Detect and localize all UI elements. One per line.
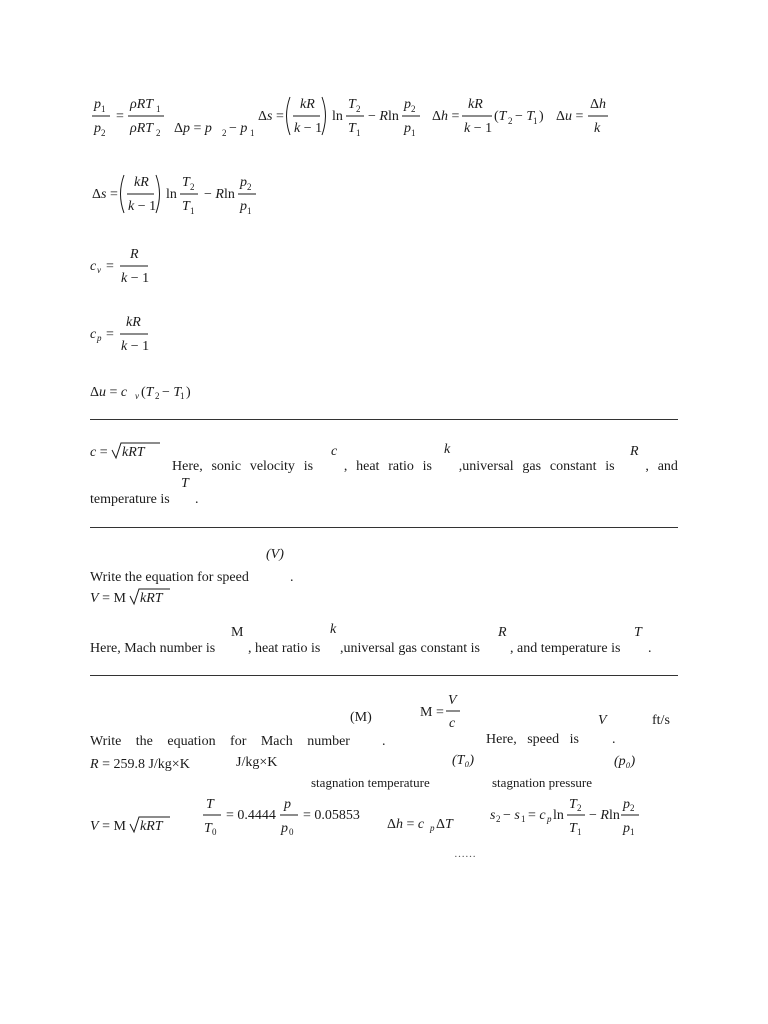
symbol-T: T xyxy=(181,476,189,491)
svg-text:R: R xyxy=(130,247,139,262)
symbol-p0: (p₀) xyxy=(614,754,636,769)
svg-text:k − 1: k − 1 xyxy=(121,339,150,354)
eq-cv xyxy=(88,242,168,288)
svg-text:kR: kR xyxy=(300,97,315,112)
svg-text:1: 1 xyxy=(411,128,416,138)
svg-text:kRT: kRT xyxy=(140,591,163,606)
eq-mach-definition xyxy=(418,692,468,736)
svg-text:p: p xyxy=(94,97,101,112)
sentence-end: . xyxy=(648,641,652,656)
svg-text:2: 2 xyxy=(496,814,501,824)
eq-gas-constant xyxy=(88,752,218,774)
svg-text:2: 2 xyxy=(222,128,227,138)
eq-entropy xyxy=(88,170,288,220)
svg-text:p: p xyxy=(404,121,411,136)
symbol-M-paren: (M) xyxy=(350,710,372,725)
eq-enthalpy xyxy=(432,97,544,136)
unit-j-per-kg-k: J/kg×K xyxy=(236,755,278,770)
eq-internal-energy-ratio xyxy=(556,97,608,136)
svg-text:= 0.05853: = 0.05853 xyxy=(303,808,360,823)
svg-text:(T: (T xyxy=(494,109,507,124)
svg-text:kR: kR xyxy=(134,175,149,190)
svg-text:p: p xyxy=(94,121,101,136)
svg-text:k − 1: k − 1 xyxy=(294,121,323,136)
svg-text:1: 1 xyxy=(630,827,635,837)
section-divider xyxy=(90,419,678,420)
continuation-ellipsis: …… xyxy=(454,848,476,860)
svg-text:2: 2 xyxy=(508,116,513,126)
word: constant xyxy=(549,459,597,474)
symbol-T: T xyxy=(634,625,642,640)
svg-text:2: 2 xyxy=(247,182,252,192)
word: and xyxy=(657,459,678,474)
speed-prompt: Write the equation for speed xyxy=(90,570,249,585)
svg-text:p: p xyxy=(547,814,552,824)
svg-text:1: 1 xyxy=(356,128,361,138)
svg-text:p: p xyxy=(281,821,288,836)
svg-text:p: p xyxy=(240,199,247,214)
eq-enthalpy-change xyxy=(385,812,455,834)
svg-text:c: c xyxy=(90,327,97,342)
svg-text:c: c xyxy=(90,259,97,274)
sonic-explanation-line-1 xyxy=(172,459,678,475)
svg-text:2: 2 xyxy=(101,128,106,138)
word: ratio xyxy=(388,459,414,474)
symbol-T0: (T₀) xyxy=(452,753,474,768)
word: is xyxy=(303,459,314,474)
svg-text:=: = xyxy=(106,327,114,342)
svg-text:1: 1 xyxy=(577,827,582,837)
svg-text:1: 1 xyxy=(247,206,252,216)
speed-explanation-2: , heat ratio is xyxy=(248,641,321,656)
speed-note: Here, speed is xyxy=(486,732,579,747)
section-divider xyxy=(90,527,678,528)
unit-ft-per-s: ft/s xyxy=(652,713,670,728)
svg-text:Δh: Δh xyxy=(590,97,607,112)
symbol-V-paren: (V) xyxy=(266,547,284,562)
eq-delta-p xyxy=(174,121,255,138)
svg-text:p: p xyxy=(284,797,291,812)
svg-text:2: 2 xyxy=(190,182,195,192)
word: velocity xyxy=(249,459,295,474)
svg-text:− Rln: − Rln xyxy=(368,109,399,124)
svg-text:− T: − T xyxy=(515,109,535,124)
eq-stagnation-ratios xyxy=(200,792,370,842)
svg-text:1: 1 xyxy=(190,206,195,216)
svg-text:Δs =: Δs = xyxy=(258,109,284,124)
svg-text:Δs =: Δs = xyxy=(92,187,118,202)
equation-row-1 xyxy=(88,92,648,142)
svg-text:0: 0 xyxy=(289,827,294,837)
svg-text:2: 2 xyxy=(630,803,635,813)
svg-text:(T: (T xyxy=(141,385,154,400)
word: ,universal xyxy=(458,459,514,474)
svg-text:s: s xyxy=(490,808,496,823)
svg-text:1: 1 xyxy=(180,391,185,401)
word: Here, xyxy=(172,459,203,474)
svg-text:M =: M = xyxy=(420,705,444,720)
svg-text:ln: ln xyxy=(553,808,564,823)
eq-entropy-change xyxy=(488,792,648,842)
svg-text:2: 2 xyxy=(356,104,361,114)
symbol-k: k xyxy=(444,442,451,457)
symbol-R: R xyxy=(498,625,507,640)
svg-text:p: p xyxy=(623,797,630,812)
svg-text:1: 1 xyxy=(101,104,106,114)
svg-text:− p: − p xyxy=(229,121,248,136)
svg-text:k − 1: k − 1 xyxy=(464,121,493,136)
svg-text:): ) xyxy=(539,109,544,124)
svg-text:ΔT: ΔT xyxy=(436,817,453,832)
word: , xyxy=(343,459,348,474)
svg-text:c =: c = xyxy=(90,445,108,460)
svg-text:0: 0 xyxy=(212,827,217,837)
svg-text:v: v xyxy=(97,265,101,275)
svg-text:Δh =: Δh = xyxy=(432,109,460,124)
svg-text:k: k xyxy=(594,121,601,136)
svg-text:p: p xyxy=(430,823,435,833)
svg-text:ln: ln xyxy=(332,109,343,124)
svg-text:v: v xyxy=(135,391,139,401)
symbol-c: c xyxy=(331,444,338,459)
svg-text:− s: − s xyxy=(503,808,520,823)
symbol-R: R xyxy=(630,444,639,459)
svg-text:k − 1: k − 1 xyxy=(128,199,157,214)
svg-text:Δu =: Δu = xyxy=(556,109,584,124)
word: gas xyxy=(522,459,542,474)
svg-text:Δp = p: Δp = p xyxy=(174,121,212,136)
symbol-k: k xyxy=(330,622,337,637)
svg-text:=: = xyxy=(116,109,124,124)
svg-text:ln: ln xyxy=(166,187,177,202)
eq-pressure-ratio xyxy=(92,97,164,138)
mach-prompt xyxy=(90,734,350,750)
eq-speed-mach xyxy=(88,814,188,836)
svg-text:T: T xyxy=(569,797,577,812)
svg-text:− Rln: − Rln xyxy=(204,187,235,202)
svg-text:2: 2 xyxy=(577,803,582,813)
speed-explanation-4: , and temperature is xyxy=(510,641,621,656)
svg-text:): ) xyxy=(186,385,191,400)
svg-text:− Rln: − Rln xyxy=(589,808,620,823)
section-divider xyxy=(90,675,678,676)
symbol-M: M xyxy=(231,625,244,640)
svg-text:p: p xyxy=(404,97,411,112)
svg-text:Δu = c: Δu = c xyxy=(90,385,128,400)
svg-text:p: p xyxy=(97,333,102,343)
svg-text:kRT: kRT xyxy=(122,445,145,460)
svg-text:c: c xyxy=(449,716,456,731)
svg-text:2: 2 xyxy=(411,104,416,114)
speed-explanation-3: ,universal gas constant is xyxy=(340,641,480,656)
svg-text:V = M: V = M xyxy=(90,591,126,606)
svg-text:p: p xyxy=(623,821,630,836)
sentence-end: . xyxy=(195,492,199,507)
symbol-V: V xyxy=(598,713,607,728)
sentence-end: . xyxy=(382,734,386,749)
sentence-end: . xyxy=(290,570,294,585)
label-stagnation-temperature: stagnation temperature xyxy=(311,775,430,790)
svg-text:1: 1 xyxy=(521,814,526,824)
svg-text:p: p xyxy=(240,175,247,190)
svg-text:T: T xyxy=(348,97,356,112)
svg-text:kRT: kRT xyxy=(140,819,163,834)
eq-entropy-inline xyxy=(258,97,420,138)
svg-text:R = 259.8 J/kg×K: R = 259.8 J/kg×K xyxy=(90,757,190,772)
svg-text:2: 2 xyxy=(156,128,161,138)
eq-delta-u xyxy=(88,378,208,404)
svg-text:k − 1: k − 1 xyxy=(121,271,150,286)
svg-text:T: T xyxy=(206,797,214,812)
svg-text:ρRT: ρRT xyxy=(130,97,154,112)
svg-text:1: 1 xyxy=(250,128,255,138)
svg-text:kR: kR xyxy=(468,97,483,112)
word: is xyxy=(422,459,433,474)
svg-text:= c: = c xyxy=(528,808,546,823)
word: the xyxy=(135,734,153,749)
word: number xyxy=(307,734,350,749)
svg-text:− T: − T xyxy=(162,385,182,400)
sonic-explanation-line-2: temperature is xyxy=(90,492,170,507)
word: heat xyxy=(356,459,380,474)
word: , xyxy=(645,459,649,474)
svg-text:kR: kR xyxy=(126,315,141,330)
svg-text:1: 1 xyxy=(533,116,538,126)
svg-text:T: T xyxy=(182,175,190,190)
word: sonic xyxy=(211,459,242,474)
svg-text:T: T xyxy=(569,821,577,836)
word: Write xyxy=(90,734,122,749)
svg-text:ρRT: ρRT xyxy=(130,121,154,136)
svg-text:1: 1 xyxy=(156,104,161,114)
eq-sonic-velocity xyxy=(88,440,168,462)
word: for xyxy=(230,734,247,749)
svg-text:Δh = c: Δh = c xyxy=(387,817,425,832)
eq-cp xyxy=(88,310,168,356)
svg-text:V = M: V = M xyxy=(90,819,126,834)
svg-text:2: 2 xyxy=(155,391,160,401)
word: equation xyxy=(167,734,216,749)
label-stagnation-pressure: stagnation pressure xyxy=(492,775,593,790)
svg-text:T: T xyxy=(182,199,190,214)
svg-text:V: V xyxy=(448,693,457,708)
eq-speed xyxy=(88,586,188,608)
svg-text:T: T xyxy=(348,121,356,136)
svg-text:= 0.4444: = 0.4444 xyxy=(226,808,276,823)
sentence-end: . xyxy=(612,732,616,747)
speed-explanation-1: Here, Mach number is xyxy=(90,641,216,656)
svg-text:=: = xyxy=(106,259,114,274)
svg-text:T: T xyxy=(204,821,212,836)
word: is xyxy=(605,459,615,474)
word: Mach xyxy=(260,734,293,749)
